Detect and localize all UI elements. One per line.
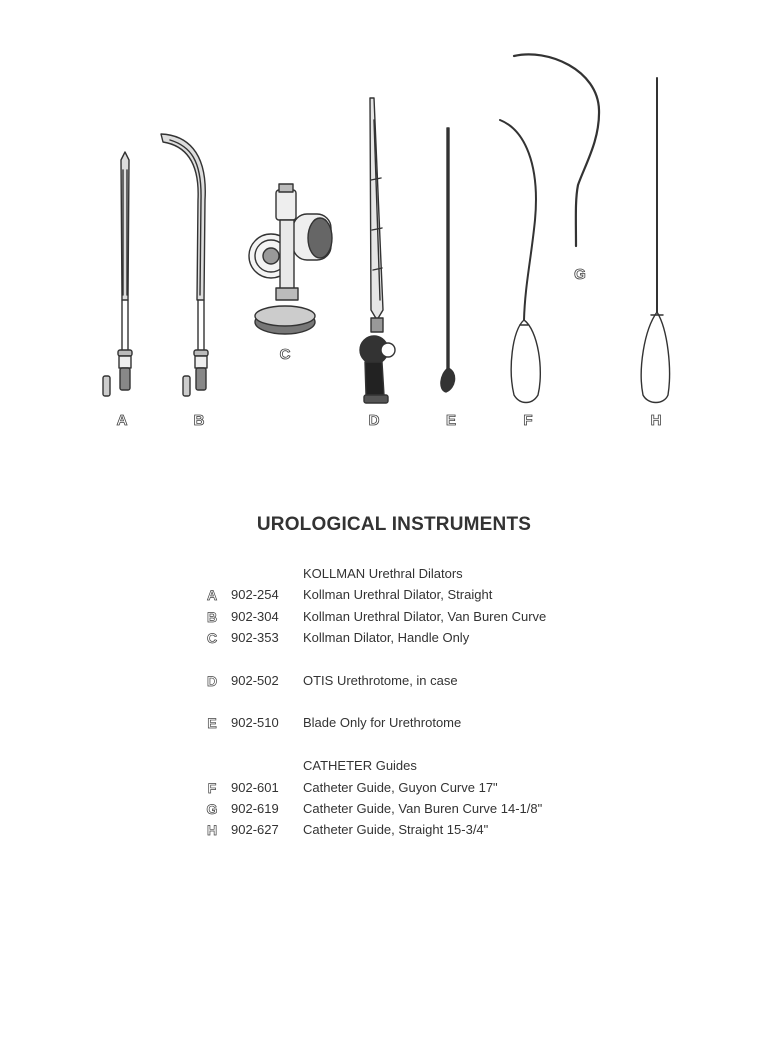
instrument-a-straight-dilator [103,152,132,396]
row-letter: A [206,587,218,603]
figure-label-d: D [368,412,380,429]
instrument-c-dilator-handle [249,184,332,334]
instrument-illustration [0,0,780,450]
group-heading-kollman: KOLLMAN Urethral Dilators [303,566,463,581]
row-letter: F [207,780,217,796]
figure-label-g: G [574,266,586,283]
catalog-number: 902-502 [231,673,279,688]
group-heading-catheter: CATHETER Guides [303,758,417,773]
row-letter: H [206,822,218,838]
catalog-number: 902-510 [231,715,279,730]
figure-label-f: F [523,412,533,429]
catalog-number: 902-353 [231,630,279,645]
instrument-e-blade [441,128,455,392]
figure-label-b: B [193,412,205,429]
item-description: Kollman Dilator, Handle Only [303,630,470,645]
catalog-number: 902-601 [231,780,279,795]
figure-label-e: E [445,412,456,429]
row-letter: B [206,609,218,625]
row-letter: E [207,715,217,731]
instrument-h-straight-guide [641,78,669,403]
instrument-b-curved-dilator [161,134,208,396]
item-description: Kollman Urethral Dilator, Van Buren Curve [303,609,547,624]
catalog-number: 902-304 [231,609,279,624]
item-description: OTIS Urethrotome, in case [303,673,458,688]
figure-label-a: A [116,412,128,429]
page-title: UROLOGICAL INSTRUMENTS [256,514,532,535]
catalog-number: 902-619 [231,801,279,816]
item-description: Kollman Urethral Dilator, Straight [303,587,493,602]
row-letter: D [206,673,218,689]
instrument-f-guyon-guide [500,120,540,403]
figure-label-h: H [650,412,662,429]
catalog-number: 902-254 [231,587,279,602]
item-description: Catheter Guide, Van Buren Curve 14-1/8" [303,801,543,816]
item-description: Catheter Guide, Straight 15-3/4" [303,822,489,837]
catalog-number: 902-627 [231,822,279,837]
figure-label-c: C [279,346,291,363]
item-description: Blade Only for Urethrotome [303,715,462,730]
item-description: Catheter Guide, Guyon Curve 17" [303,780,498,795]
instrument-d-urethrotome [360,98,395,403]
row-letter: C [206,630,218,646]
row-letter: G [206,801,218,817]
